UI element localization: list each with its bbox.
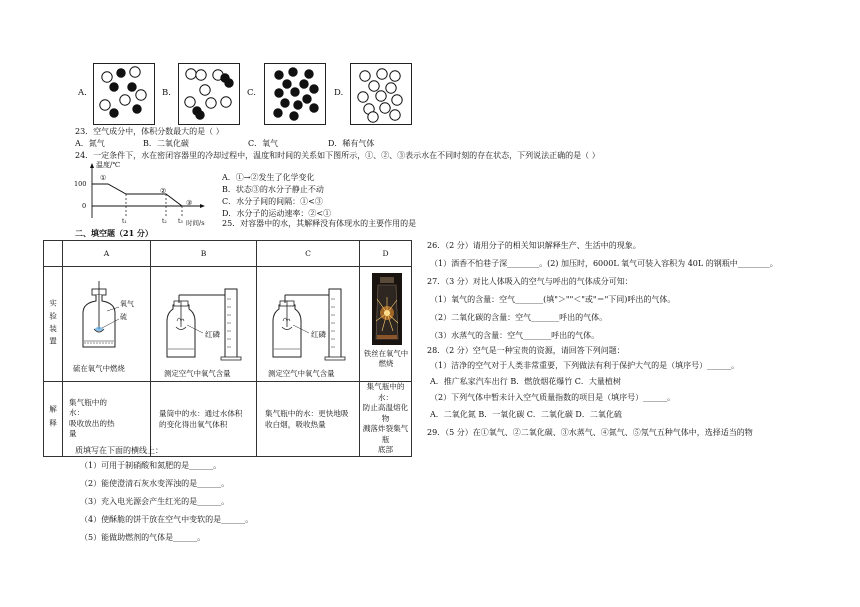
filled-particle bbox=[110, 83, 118, 91]
filled-particle bbox=[110, 109, 118, 117]
q24-graph-ytick-100: 100 bbox=[74, 180, 87, 188]
explanation-b-line: 的变化得出氧气体积 bbox=[159, 419, 228, 429]
filled-particle bbox=[225, 79, 233, 87]
iron-wire-sparks-image bbox=[372, 273, 402, 345]
hollow-particle bbox=[390, 71, 400, 81]
filled-particle bbox=[303, 95, 311, 103]
q25-stem: 25．对容器中的水，其解释没有体现水的主要作用的是 bbox=[222, 219, 417, 228]
explanation-cell-d bbox=[360, 382, 412, 457]
q23-option-d: D．稀有气体 bbox=[328, 139, 375, 148]
hollow-particle bbox=[120, 95, 130, 105]
q24-option-b: B．状态③的水分子静止不动 bbox=[222, 185, 324, 194]
q28-part-1-options: A．推广私家汽车出行 B．燃放烟花爆竹 C．大量植树 bbox=[430, 377, 621, 386]
q22-option-letter-c: C. bbox=[247, 88, 256, 98]
q22-option-letter-a: A. bbox=[78, 88, 87, 98]
label-red-phosphorus-b: 红磷 bbox=[205, 330, 220, 339]
hollow-particle bbox=[377, 69, 387, 79]
q24-graph-xtick-t2: t₂ bbox=[162, 218, 167, 225]
particle-diagram-c bbox=[265, 64, 325, 124]
table-corner-cell bbox=[44, 241, 63, 267]
particle-diagram-b bbox=[179, 64, 239, 124]
q26-stem: 26．（2 分）请用分子的相关知识解释生产、生活中的现象。 bbox=[427, 241, 641, 250]
fill-item-2: （2）能使澄清石灰水变浑浊的是______。 bbox=[80, 479, 230, 488]
q23-stem: 23．空气成分中，体积分数最大的是（ ） bbox=[75, 127, 224, 136]
explanation-d-line: 集气瓶中的水： bbox=[366, 382, 405, 402]
filled-particle bbox=[290, 112, 298, 120]
hollow-particle bbox=[380, 103, 390, 113]
label-sulfur: 硫 bbox=[120, 313, 127, 321]
q24-graph-marker-3: ③ bbox=[186, 199, 193, 207]
table-header-d: D bbox=[360, 241, 412, 267]
label-red-phosphorus-c: 红磷 bbox=[311, 330, 326, 339]
table-header-c: C bbox=[257, 241, 360, 267]
q27-stem: 27．（3 分）对比人体吸入的空气与呼出的气体成分可知： bbox=[427, 277, 633, 286]
apparatus-cell-a bbox=[63, 267, 151, 382]
q24-stem: 24．一定条件下，水在密闭容器里的冷却过程中，温度和时间的关系如下图所示，①、②、③表示水在不同时刻的存在状态，下列说法正确的是（ ） bbox=[75, 151, 600, 160]
q23-option-b: B．二氧化碳 bbox=[143, 139, 189, 148]
explanation-d-line: 防止高温熔化物 bbox=[362, 403, 409, 423]
explanation-a-line: 吸收放出的热 bbox=[69, 418, 115, 428]
filled-particle bbox=[289, 68, 297, 76]
caption-a: 硫在氧气中燃烧 bbox=[73, 364, 125, 373]
q24-graph-xtick-t1: t₁ bbox=[122, 218, 127, 225]
experiment-table bbox=[43, 240, 412, 457]
q27-part-3: （3）水蒸气的含量：空气_______呼出的气体。 bbox=[430, 331, 600, 340]
q24-option-d: D．水分子的运动速率：②<① bbox=[222, 209, 332, 218]
q22-option-letter-b: B. bbox=[162, 88, 171, 98]
q28-stem: 28．（2 分）空气是一种宝贵的资源，请回答下列问题： bbox=[427, 346, 625, 355]
q24-temperature-graph bbox=[74, 160, 214, 226]
hollow-particle bbox=[376, 91, 386, 101]
q24-graph-ylabel: 温度/℃ bbox=[96, 161, 121, 169]
hollow-particle bbox=[386, 83, 396, 93]
hollow-particle bbox=[360, 71, 370, 81]
filled-particle bbox=[283, 80, 291, 88]
fill-item-4: （4）使酥脆的饼干放在空气中变软的是______。 bbox=[80, 515, 254, 524]
hollow-particle bbox=[392, 95, 402, 105]
hollow-particle bbox=[221, 97, 231, 107]
apparatus-cell-c bbox=[257, 267, 360, 382]
table-row-label-apparatus: 实验装置 bbox=[44, 267, 63, 382]
apparatus-cell-d bbox=[360, 267, 412, 382]
section-2-title: 二、填空题（21 分） bbox=[75, 228, 153, 238]
hollow-particle bbox=[102, 72, 112, 82]
filled-particle bbox=[291, 88, 299, 96]
explanation-c-line: 集气瓶中的水：更快地吸 bbox=[265, 408, 349, 418]
hollow-particle bbox=[130, 67, 140, 77]
table-header-a: A bbox=[63, 241, 151, 267]
hollow-particle bbox=[369, 81, 379, 91]
particle-diagram-d bbox=[351, 64, 411, 124]
q22-box-c bbox=[264, 63, 326, 125]
hollow-particle bbox=[206, 98, 216, 108]
explanation-d-line: 溅落炸裂集气瓶 bbox=[362, 424, 409, 444]
q22-box-a bbox=[93, 63, 155, 125]
filled-particle bbox=[310, 85, 318, 93]
explanation-a-line: 集气瓶中的 bbox=[69, 397, 107, 407]
q27-part-1: （1）氧气的含量：空气_______(填"＞""＜"或"＝"下同)呼出的气体。 bbox=[430, 295, 676, 304]
q28-part-2: （2）下列气体中暂未计入空气质量指数的项目是（填序号）______。 bbox=[430, 393, 676, 402]
filled-particle bbox=[128, 83, 136, 91]
hollow-particle bbox=[368, 112, 378, 122]
oxygen-content-apparatus-b-image bbox=[151, 269, 255, 367]
hollow-particle bbox=[136, 90, 146, 100]
hollow-particle bbox=[196, 70, 206, 80]
sulfur-burning-apparatus-image bbox=[63, 271, 149, 361]
fill-item-5: （5）能做助燃剂的气体是______。 bbox=[80, 533, 206, 542]
caption-b: 测定空气中氧气含量 bbox=[164, 369, 231, 378]
filled-particle bbox=[281, 99, 289, 107]
filled-particle bbox=[300, 80, 308, 88]
apparatus-cell-b bbox=[151, 267, 257, 382]
hollow-particle bbox=[100, 100, 110, 110]
hollow-particle bbox=[186, 69, 196, 79]
label-oxygen-a: 氧气 bbox=[120, 300, 134, 308]
filled-particle bbox=[305, 70, 313, 78]
explanation-cell-c bbox=[257, 382, 360, 457]
filled-particle bbox=[133, 105, 141, 113]
table-row-label-explanation: 解释 bbox=[44, 382, 63, 457]
filled-particle bbox=[274, 109, 282, 117]
q23-option-c: C．氧气 bbox=[248, 139, 279, 148]
explanation-c-line: 收白烟，吸收热量 bbox=[265, 419, 326, 429]
hollow-particle bbox=[390, 110, 400, 120]
q28-part-2-options: A．二氧化氮 B．一氧化碳 C．二氧化碳 D．二氧化硫 bbox=[430, 410, 622, 419]
hollow-particle bbox=[200, 85, 210, 95]
filled-particle bbox=[294, 101, 302, 109]
hollow-particle bbox=[358, 92, 368, 102]
explanation-a-line: 水： bbox=[69, 408, 85, 418]
explanation-cell-b bbox=[151, 382, 257, 457]
q24-option-a: A．①→②发生了化学变化 bbox=[222, 173, 315, 182]
oxygen-content-apparatus-c-image bbox=[257, 269, 359, 367]
filled-particle bbox=[196, 111, 204, 119]
filled-particle bbox=[275, 89, 283, 97]
hollow-particle bbox=[185, 97, 195, 107]
explanation-a-line: 量 bbox=[69, 429, 77, 439]
caption-c: 测定空气中氧气含量 bbox=[268, 369, 335, 378]
q22-option-letter-d: D. bbox=[334, 88, 344, 98]
fill-item-3: （3）充入电光源会产生红光的是______。 bbox=[80, 497, 230, 506]
q24-graph-marker-1: ① bbox=[100, 174, 107, 182]
filled-particle bbox=[310, 104, 318, 112]
q24-graph-xlabel: 时间/s bbox=[186, 219, 205, 227]
q23-option-a: A．氮气 bbox=[75, 139, 105, 148]
particle-diagram-a bbox=[94, 64, 154, 124]
iron-burning-photo bbox=[372, 273, 402, 345]
fill-item-1: （1）可用于制硝酸和氮肥的是______。 bbox=[80, 461, 222, 470]
q27-part-2: （2）二氧化碳的含量：空气_______呼出的气体。 bbox=[430, 313, 608, 322]
q24-graph-xtick-t3: t₃ bbox=[178, 218, 183, 225]
q24-graph-marker-2: ② bbox=[160, 187, 167, 195]
q29-stem: 29．（5 分）在①氧气、②二氧化碳、③水蒸气、④氮气、⑤氖气五种气体中，选择适当的物 bbox=[427, 428, 753, 437]
fill-intro: 质填写在下面的横线上： bbox=[75, 446, 163, 455]
caption-d: 铁丝在氧气中燃烧 bbox=[363, 349, 409, 368]
filled-particle bbox=[117, 69, 125, 77]
q22-box-d bbox=[350, 63, 412, 125]
q24-graph-svg bbox=[74, 160, 214, 226]
q24-graph-ytick-0: 0 bbox=[82, 202, 87, 210]
q24-option-c: C．水分子间的间隔：①<③ bbox=[222, 197, 323, 206]
table-header-b: B bbox=[151, 241, 257, 267]
q26-parts: （1）酒香不怕巷子深________。(2) 加压时，6000L 氧气可装入容积为 40L 的钢瓶中________。 bbox=[430, 259, 778, 268]
explanation-b-line: 量筒中的水：通过水体积 bbox=[159, 408, 243, 418]
q22-box-b bbox=[178, 63, 240, 125]
explanation-d-line: 底部 bbox=[377, 445, 394, 454]
filled-particle bbox=[275, 71, 283, 79]
q28-part-1: （1）洁净的空气对于人类非常重要，下列做法有利于保护大气的是（填序号）______。 bbox=[430, 361, 740, 370]
